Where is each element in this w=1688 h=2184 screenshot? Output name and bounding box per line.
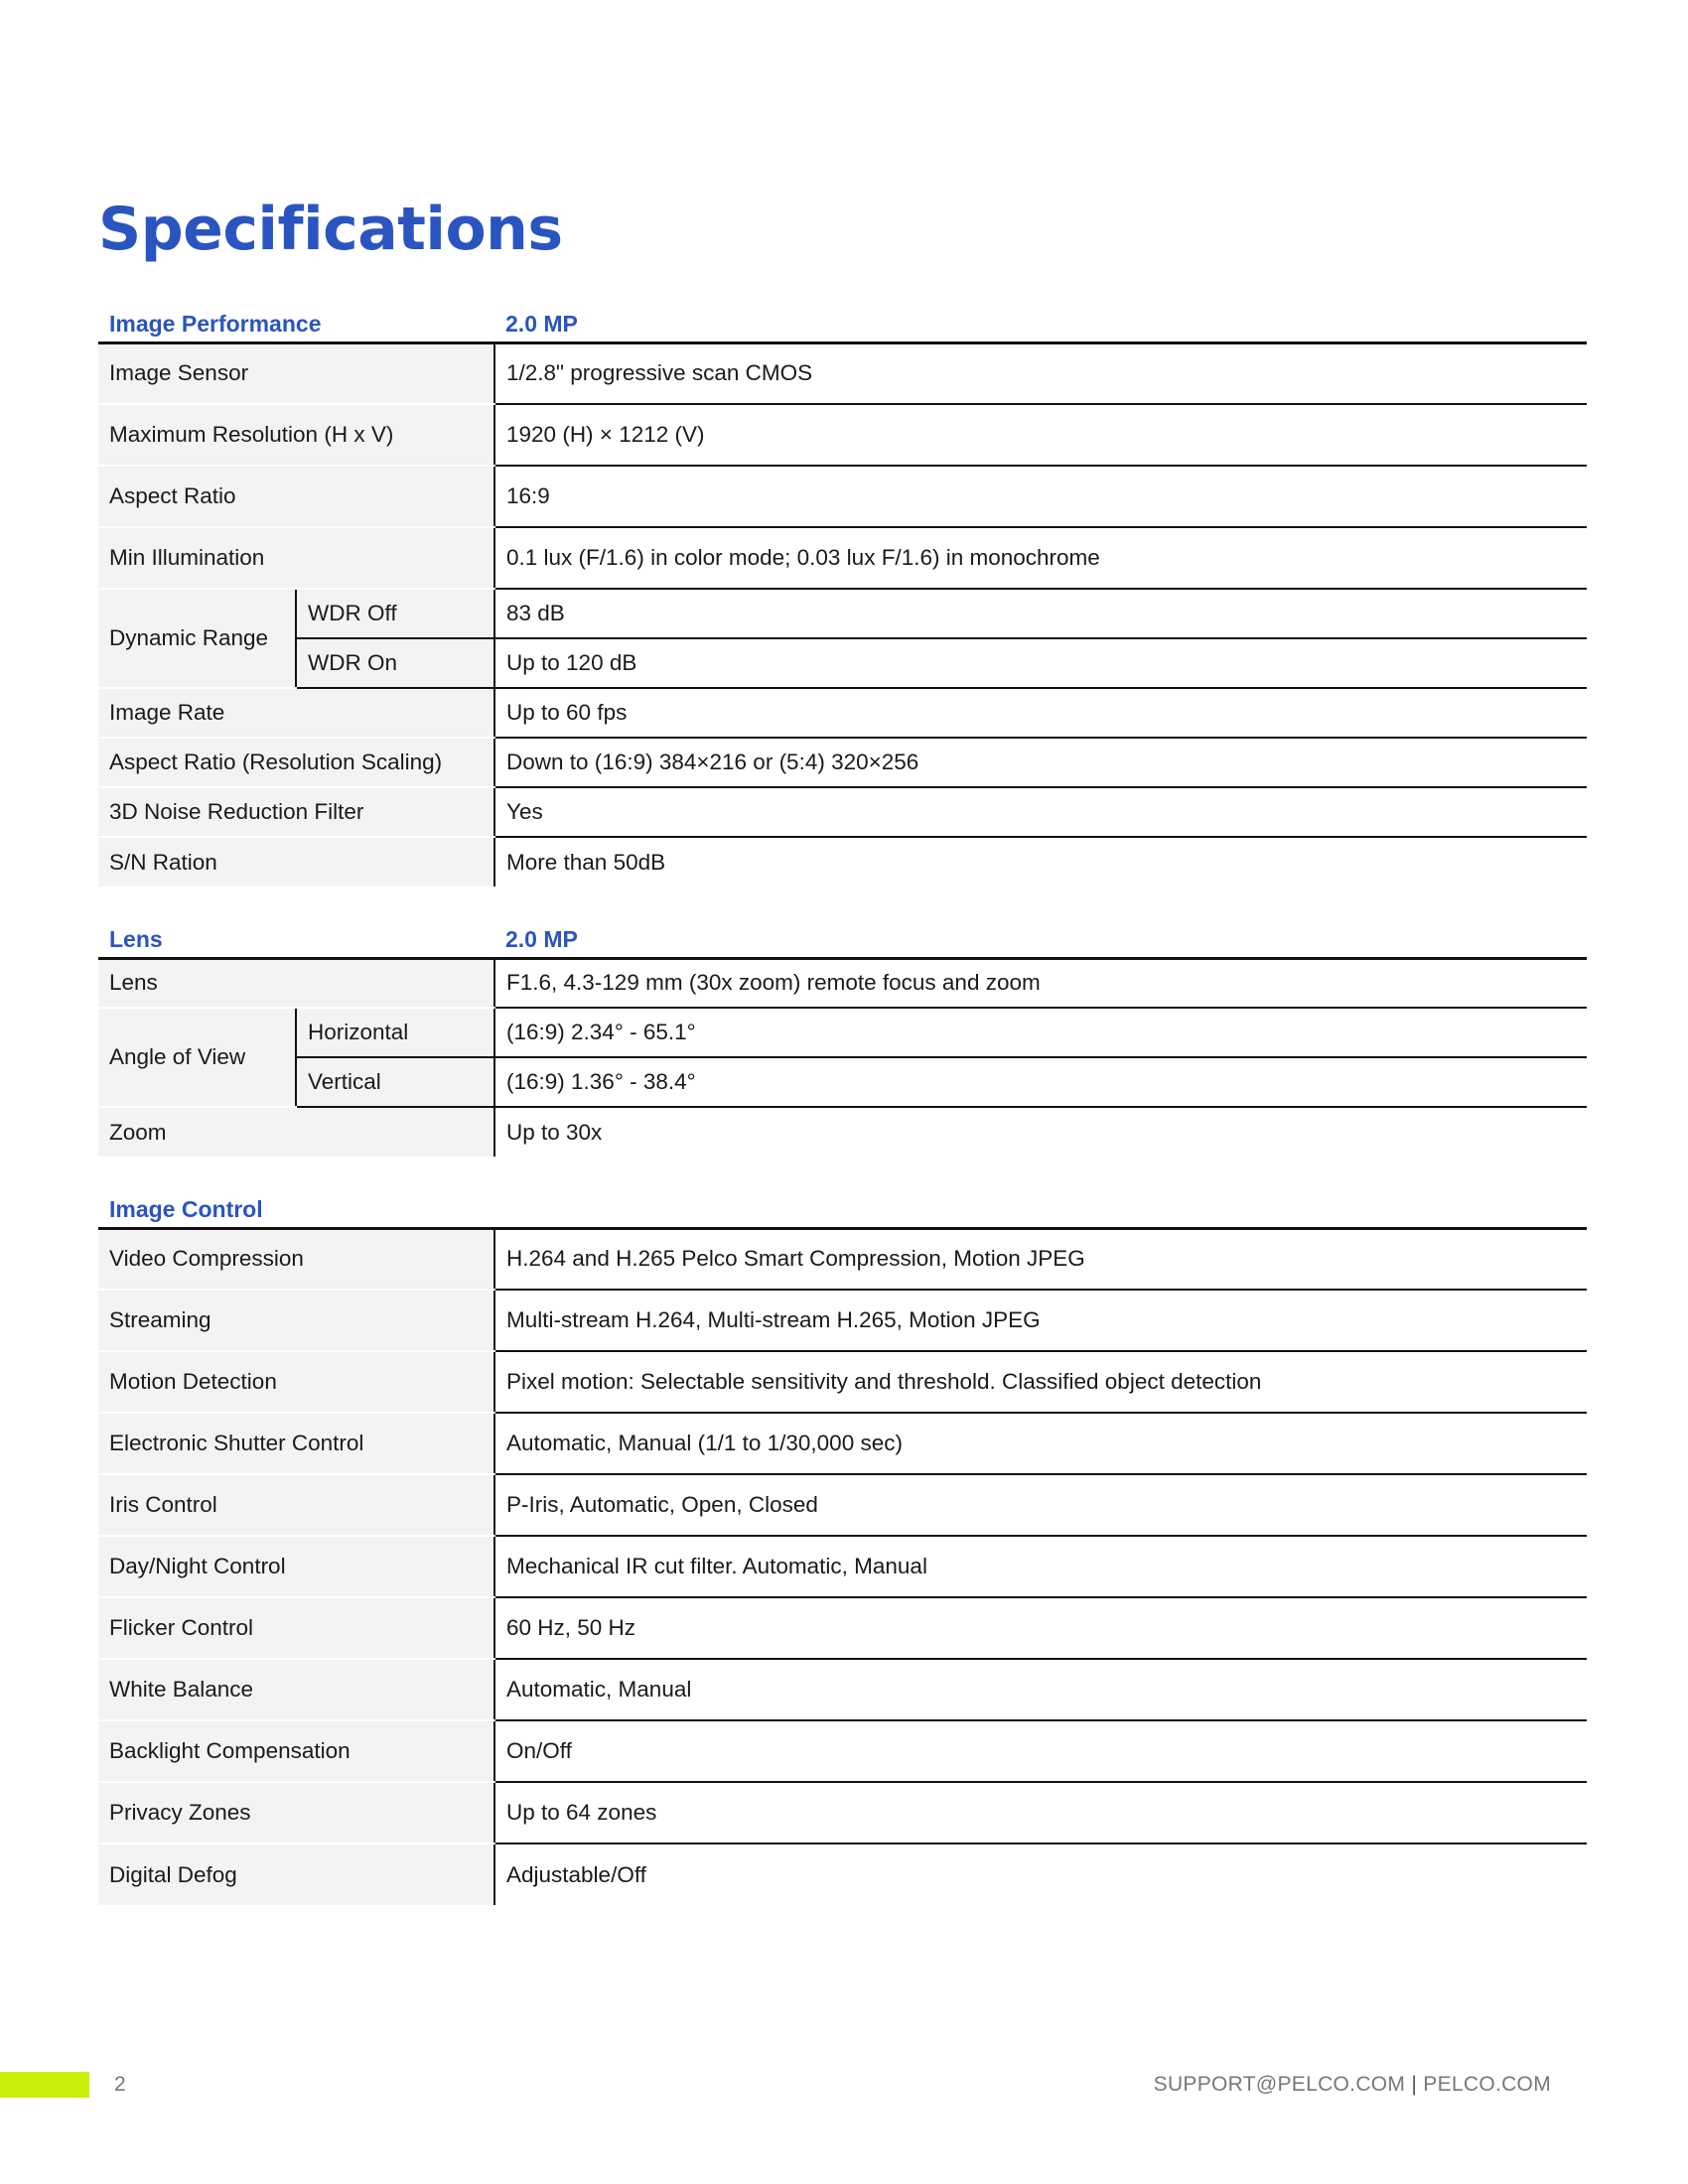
lens-header: Lens [98, 913, 494, 958]
image-performance-header: Image Performance [98, 298, 494, 342]
image-control-header-spacer [494, 1183, 1587, 1228]
table-row [98, 638, 1587, 688]
table-row [98, 1720, 1587, 1782]
defog-label: Digital Defog [98, 1843, 494, 1905]
table-row [98, 738, 1587, 787]
white-balance-label: White Balance [98, 1659, 494, 1720]
zoom-label: Zoom [98, 1107, 494, 1157]
flicker-value: 60 Hz, 50 Hz [494, 1597, 1587, 1659]
dynamic-range-label: Dynamic Range [98, 589, 296, 688]
footer-accent-bar [0, 2072, 89, 2098]
aspect-ratio-value: 16:9 [494, 466, 1587, 527]
image-performance-table [98, 298, 1587, 887]
lens-value: F1.6, 4.3-129 mm (30x zoom) remote focus and zoom [494, 958, 1587, 1008]
table-row [98, 1008, 1587, 1057]
table-row [98, 1290, 1587, 1351]
image-control-table [98, 1183, 1587, 1905]
table-row [98, 787, 1587, 837]
page-title: Specifications [98, 195, 563, 264]
noise-reduction-label: 3D Noise Reduction Filter [98, 787, 494, 837]
iris-control-value: P-Iris, Automatic, Open, Closed [494, 1474, 1587, 1536]
wdr-off-value: 83 dB [494, 589, 1587, 638]
noise-reduction-value: Yes [494, 787, 1587, 837]
table-row [98, 466, 1587, 527]
wdr-off-label: WDR Off [296, 589, 494, 638]
table-row [98, 1474, 1587, 1536]
angle-of-view-label: Angle of View [98, 1008, 296, 1107]
table-row [98, 589, 1587, 638]
day-night-value: Mechanical IR cut filter. Automatic, Manual [494, 1536, 1587, 1597]
table-row [98, 1843, 1587, 1905]
shutter-control-label: Electronic Shutter Control [98, 1413, 494, 1474]
sn-ratio-label: S/N Ration [98, 837, 494, 887]
sn-ratio-value: More than 50dB [494, 837, 1587, 887]
aspect-ratio-scaling-label: Aspect Ratio (Resolution Scaling) [98, 738, 494, 787]
table-row [98, 1351, 1587, 1413]
video-compression-value: H.264 and H.265 Pelco Smart Compression, Motion JPEG [494, 1228, 1587, 1290]
aspect-ratio-scaling-value: Down to (16:9) 384×216 or (5:4) 320×256 [494, 738, 1587, 787]
horizontal-value: (16:9) 2.34° - 65.1° [494, 1008, 1587, 1057]
white-balance-value: Automatic, Manual [494, 1659, 1587, 1720]
streaming-value: Multi-stream H.264, Multi-stream H.265, Motion JPEG [494, 1290, 1587, 1351]
streaming-label: Streaming [98, 1290, 494, 1351]
image-rate-label: Image Rate [98, 688, 494, 738]
shutter-control-value: Automatic, Manual (1/1 to 1/30,000 sec) [494, 1413, 1587, 1474]
image-sensor-value: 1/2.8" progressive scan CMOS [494, 342, 1587, 404]
max-resolution-label: Maximum Resolution (H x V) [98, 404, 494, 466]
privacy-zones-value: Up to 64 zones [494, 1782, 1587, 1843]
table-row [98, 1782, 1587, 1843]
table-row [98, 342, 1587, 404]
table-row [98, 1597, 1587, 1659]
footer-separator: | [1411, 2073, 1418, 2096]
wdr-on-value: Up to 120 dB [494, 638, 1587, 688]
table-row [98, 1228, 1587, 1290]
privacy-zones-label: Privacy Zones [98, 1782, 494, 1843]
motion-detection-label: Motion Detection [98, 1351, 494, 1413]
lens-header-value: 2.0 MP [494, 913, 1587, 958]
day-night-label: Day/Night Control [98, 1536, 494, 1597]
table-row [98, 837, 1587, 887]
support-email-link[interactable]: SUPPORT@PELCO.COM [1153, 2073, 1406, 2096]
lens-table [98, 913, 1587, 1157]
vertical-label: Vertical [296, 1057, 494, 1107]
table-row [98, 1413, 1587, 1474]
iris-control-label: Iris Control [98, 1474, 494, 1536]
aspect-ratio-label: Aspect Ratio [98, 466, 494, 527]
vertical-value: (16:9) 1.36° - 38.4° [494, 1057, 1587, 1107]
image-control-header: Image Control [98, 1183, 494, 1228]
table-row [98, 404, 1587, 466]
lens-label: Lens [98, 958, 494, 1008]
backlight-value: On/Off [494, 1720, 1587, 1782]
backlight-label: Backlight Compensation [98, 1720, 494, 1782]
flicker-label: Flicker Control [98, 1597, 494, 1659]
table-row [98, 688, 1587, 738]
table-row [98, 1659, 1587, 1720]
image-sensor-label: Image Sensor [98, 342, 494, 404]
image-rate-value: Up to 60 fps [494, 688, 1587, 738]
website-link[interactable]: PELCO.COM [1423, 2073, 1551, 2096]
footer-contact [1154, 2071, 1551, 2099]
video-compression-label: Video Compression [98, 1228, 494, 1290]
wdr-on-label: WDR On [296, 638, 494, 688]
table-row [98, 527, 1587, 589]
horizontal-label: Horizontal [296, 1008, 494, 1057]
page-number: 2 [114, 2073, 126, 2096]
motion-detection-value: Pixel motion: Selectable sensitivity and threshold. Classified object detection [494, 1351, 1587, 1413]
max-resolution-value: 1920 (H) × 1212 (V) [494, 404, 1587, 466]
zoom-value: Up to 30x [494, 1107, 1587, 1157]
min-illumination-label: Min Illumination [98, 527, 494, 589]
image-performance-header-value: 2.0 MP [494, 298, 1587, 342]
table-row [98, 1536, 1587, 1597]
defog-value: Adjustable/Off [494, 1843, 1587, 1905]
table-row [98, 958, 1587, 1008]
table-row [98, 1107, 1587, 1157]
min-illumination-value: 0.1 lux (F/1.6) in color mode; 0.03 lux F/1.6) in monochrome [494, 527, 1587, 589]
table-row [98, 1057, 1587, 1107]
